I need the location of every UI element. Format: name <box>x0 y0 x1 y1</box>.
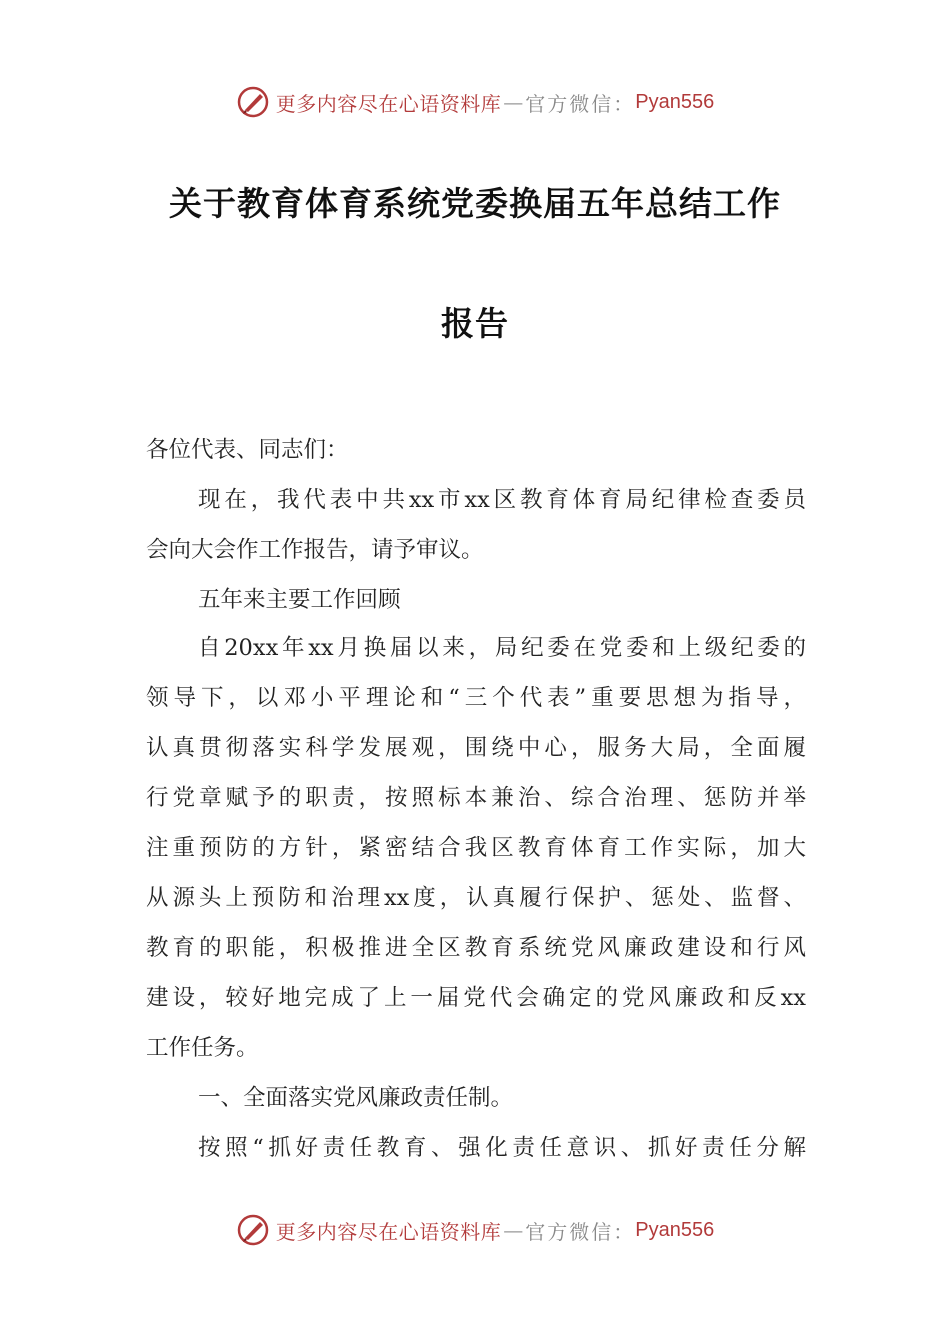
paragraph-line: 领导下，以邓小平理论和“三个代表”重要思想为指导， <box>146 685 806 711</box>
footer-watermark <box>0 1210 950 1250</box>
section-heading-1: 一、全面落实党风廉政责任制。 <box>198 1085 514 1111</box>
paragraph-line: 行党章赋予的职责，按照标本兼治、综合治理、惩防并举 <box>146 785 806 811</box>
watermark-wechat-id: Pyan556 <box>635 1218 715 1241</box>
paragraph-line: 从源头上预防和治理xx度，认真履行保护、惩处、监督、 <box>146 885 806 911</box>
watermark-wechat-label: 官方微信： <box>525 91 636 116</box>
paragraph-line: 建设，较好地完成了上一届党代会确定的党风廉政和反xx <box>146 985 806 1011</box>
document-title-line1: 关于教育体育系统党委换届五年总结工作 <box>169 184 781 223</box>
watermark-separator: — <box>503 1218 524 1242</box>
paragraph-line: 会向大会作工作报告，请予审议。 <box>146 537 484 563</box>
watermark-wechat-id: Pyan556 <box>635 90 715 113</box>
watermark-text: 更多内容尽在心语资料库 <box>275 91 502 116</box>
salutation: 各位代表、同志们： <box>146 437 349 463</box>
pen-logo-icon <box>236 1213 270 1247</box>
paragraph-line: 教育的职能，积极推进全区教育系统党风廉政建设和行风 <box>146 935 806 961</box>
paragraph-line: 按照“抓好责任教育、强化责任意识、抓好责任分解 <box>198 1135 806 1161</box>
section-heading-review: 五年来主要工作回顾 <box>198 587 401 613</box>
pen-logo-icon <box>236 85 270 119</box>
header-watermark <box>0 82 950 122</box>
watermark-wechat-label: 官方微信： <box>525 1219 636 1244</box>
watermark-text: 更多内容尽在心语资料库 <box>275 1219 502 1244</box>
paragraph-line: 注重预防的方针，紧密结合我区教育体育工作实际，加大 <box>146 835 806 861</box>
document-title-line2: 报告 <box>441 304 509 343</box>
paragraph-line: 工作任务。 <box>146 1035 259 1061</box>
paragraph-line: 认真贯彻落实科学发展观，围绕中心，服务大局，全面履 <box>146 735 806 761</box>
watermark-separator: — <box>503 90 524 114</box>
paragraph-line: 现在，我代表中共xx市xx区教育体育局纪律检查委员 <box>198 487 806 513</box>
paragraph-line: 自20xx年xx月换届以来，局纪委在党委和上级纪委的 <box>198 635 806 661</box>
